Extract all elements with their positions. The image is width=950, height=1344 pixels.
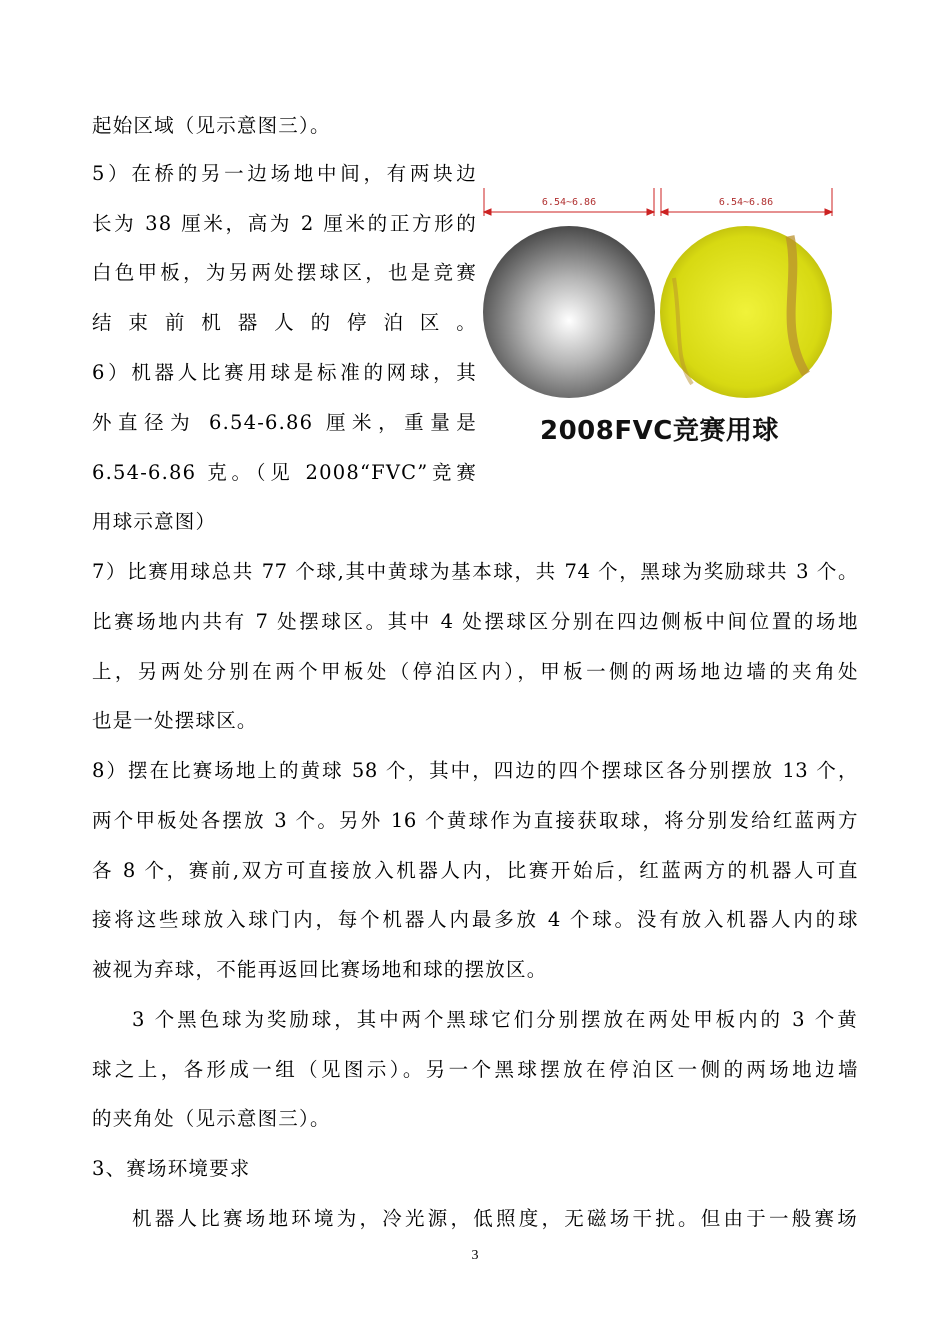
gray-ball-icon bbox=[483, 226, 655, 398]
text-line: 上，另两处分别在两个甲板处（停泊区内），甲板一侧的两场地边墙的夹角处 bbox=[92, 660, 858, 683]
text-line: 两个甲板处各摆放 3 个。另外 16 个黄球作为直接获取球，将分别发给红蓝两方 bbox=[92, 809, 858, 832]
text-line: 接将这些球放入球门内，每个机器人内最多放 4 个球。没有放入机器人内的球 bbox=[92, 908, 858, 931]
text-line: 起始区域（见示意图三）。 bbox=[92, 114, 331, 137]
text-line: 白色甲板，为另两处摆球区，也是竞赛 bbox=[92, 261, 477, 284]
text-line: 6.54-6.86 克。（见 2008“FVC”竞赛 bbox=[92, 461, 477, 484]
text-line: 被视为弃球，不能再返回比赛场地和球的摆放区。 bbox=[92, 958, 548, 981]
text-line: 也是一处摆球区。 bbox=[92, 709, 258, 732]
text-line: 8）摆在比赛场地上的黄球 58 个，其中，四边的四个摆球区各分别摆放 13 个， bbox=[92, 759, 858, 782]
text-line: 3 个黑色球为奖励球，其中两个黑球它们分别摆放在两处甲板内的 3 个黄 bbox=[132, 1008, 858, 1031]
page-number: 3 bbox=[471, 1248, 479, 1263]
text-line: 球之上，各形成一组（见图示）。另一个黑球摆放在停泊区一侧的两场地边墙 bbox=[92, 1058, 858, 1081]
text-line: 机器人比赛场地环境为，冷光源，低照度，无磁场干扰。但由于一般赛场 bbox=[132, 1207, 858, 1230]
text-line: 长为 38 厘米，高为 2 厘米的正方形的 bbox=[92, 212, 477, 235]
dimension-label-left: 6.54~6.86 bbox=[541, 197, 597, 208]
tennis-ball-icon bbox=[660, 226, 832, 398]
dimension-label-right: 6.54~6.86 bbox=[718, 197, 774, 208]
text-line: 5）在桥的另一边场地中间，有两块边 bbox=[92, 162, 477, 185]
section-heading: 3、赛场环境要求 bbox=[92, 1157, 251, 1180]
text-line: 用球示意图） bbox=[92, 510, 217, 533]
text-line: 外直径为 6.54-6.86 厘米，重量是 bbox=[92, 411, 477, 434]
figure-caption: 2008FVC竞赛用球 bbox=[540, 416, 779, 446]
text-line: 结束前机器人的停泊区。 bbox=[92, 311, 477, 334]
text-line: 6）机器人比赛用球是标准的网球，其 bbox=[92, 361, 477, 384]
text-line: 7）比赛用球总共 77 个球,其中黄球为基本球，共 74 个，黑球为奖励球共 3 个。 bbox=[92, 560, 858, 583]
text-line: 比赛场地内共有 7 处摆球区。其中 4 处摆球区分别在四边侧板中间位置的场地 bbox=[92, 610, 858, 633]
text-line: 的夹角处（见示意图三）。 bbox=[92, 1107, 331, 1130]
text-line: 各 8 个，赛前,双方可直接放入机器人内，比赛开始后，红蓝两方的机器人可直 bbox=[92, 859, 858, 882]
